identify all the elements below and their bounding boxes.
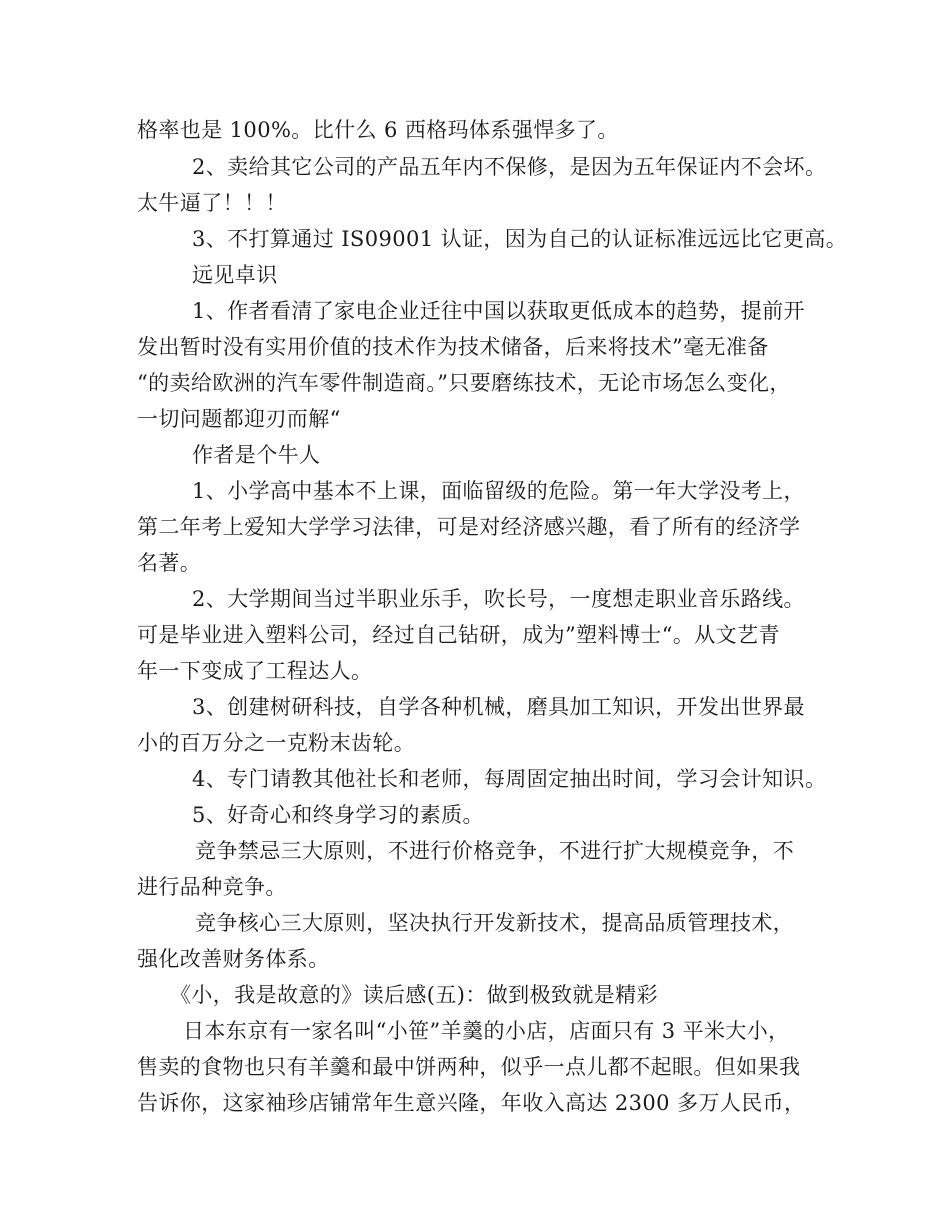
text-line: “的卖给欧洲的汽车零件制造商。”只要磨练技术，无论市场怎么变化， [137,371,791,395]
text-line: 可是毕业进入塑料公司，经过自己钻研，成为”塑料博士“。从文艺青 [137,623,780,647]
text-line: 告诉你，这家袖珍店铺常年生意兴隆，年收入高达 2300 多万人民币， [137,1091,806,1115]
text-line: 名著。 [137,551,202,575]
text-line: 第二年考上爱知大学学习法律，可是对经济感兴趣，看了所有的经济学 [137,515,801,539]
text-line: 发出暂时没有实用价值的技术作为技术储备，后来将技术”毫无准备 [137,335,769,359]
text-line: 强化改善财务体系。 [137,947,330,971]
text-line: 格率也是 100%。比什么 6 西格玛体系强悍多了。 [137,118,619,142]
text-line: 一切问题都迎刃而解“ [137,407,341,431]
text-line: 竞争核心三大原则，坚决执行开发新技术，提高品质管理技术， [195,911,795,935]
text-line: 2、卖给其它公司的产品五年内不保修，是因为五年保证内不会坏。 [192,155,827,179]
text-line: 1、作者看清了家电企业迁往中国以获取更低成本的趋势，提前开 [192,299,805,323]
text-line: 太牛逼了！！！ [137,191,287,215]
text-line: 年一下变成了工程达人。 [137,659,373,683]
section-heading: 远见卓识 [192,263,278,287]
text-line: 4、专门请教其他社长和老师，每周固定抽出时间，学习会计知识。 [192,767,827,791]
text-line: 进行品种竞争。 [137,875,287,899]
text-line: 3、创建树研科技，自学各种机械，磨具加工知识，开发出世界最 [192,695,805,719]
text-line: 竞争禁忌三大原则，不进行价格竞争，不进行扩大规模竞争，不 [195,839,795,863]
text-line: 1、小学高中基本不上课，面临留级的危险。第一年大学没考上， [192,479,805,503]
text-line: 日本东京有一家名叫“小笹”羊羹的小店，店面只有 3 平米大小， [183,1019,790,1043]
text-line: 3、不打算通过 IS09001 认证，因为自己的认证标准远远比它更高。 [192,227,848,251]
text-line: 售卖的食物也只有羊羹和最中饼两种，似乎一点儿都不起眼。但如果我 [137,1055,801,1079]
text-line: 5、好奇心和终身学习的素质。 [192,803,484,827]
text-line: 小的百万分之一克粉末齿轮。 [137,731,416,755]
section-heading: 作者是个牛人 [192,443,321,467]
article-title: 《小，我是故意的》读后感(五)：做到极致就是精彩 [170,983,658,1007]
text-line: 2、大学期间当过半职业乐手，吹长号，一度想走职业音乐路线。 [192,587,805,611]
